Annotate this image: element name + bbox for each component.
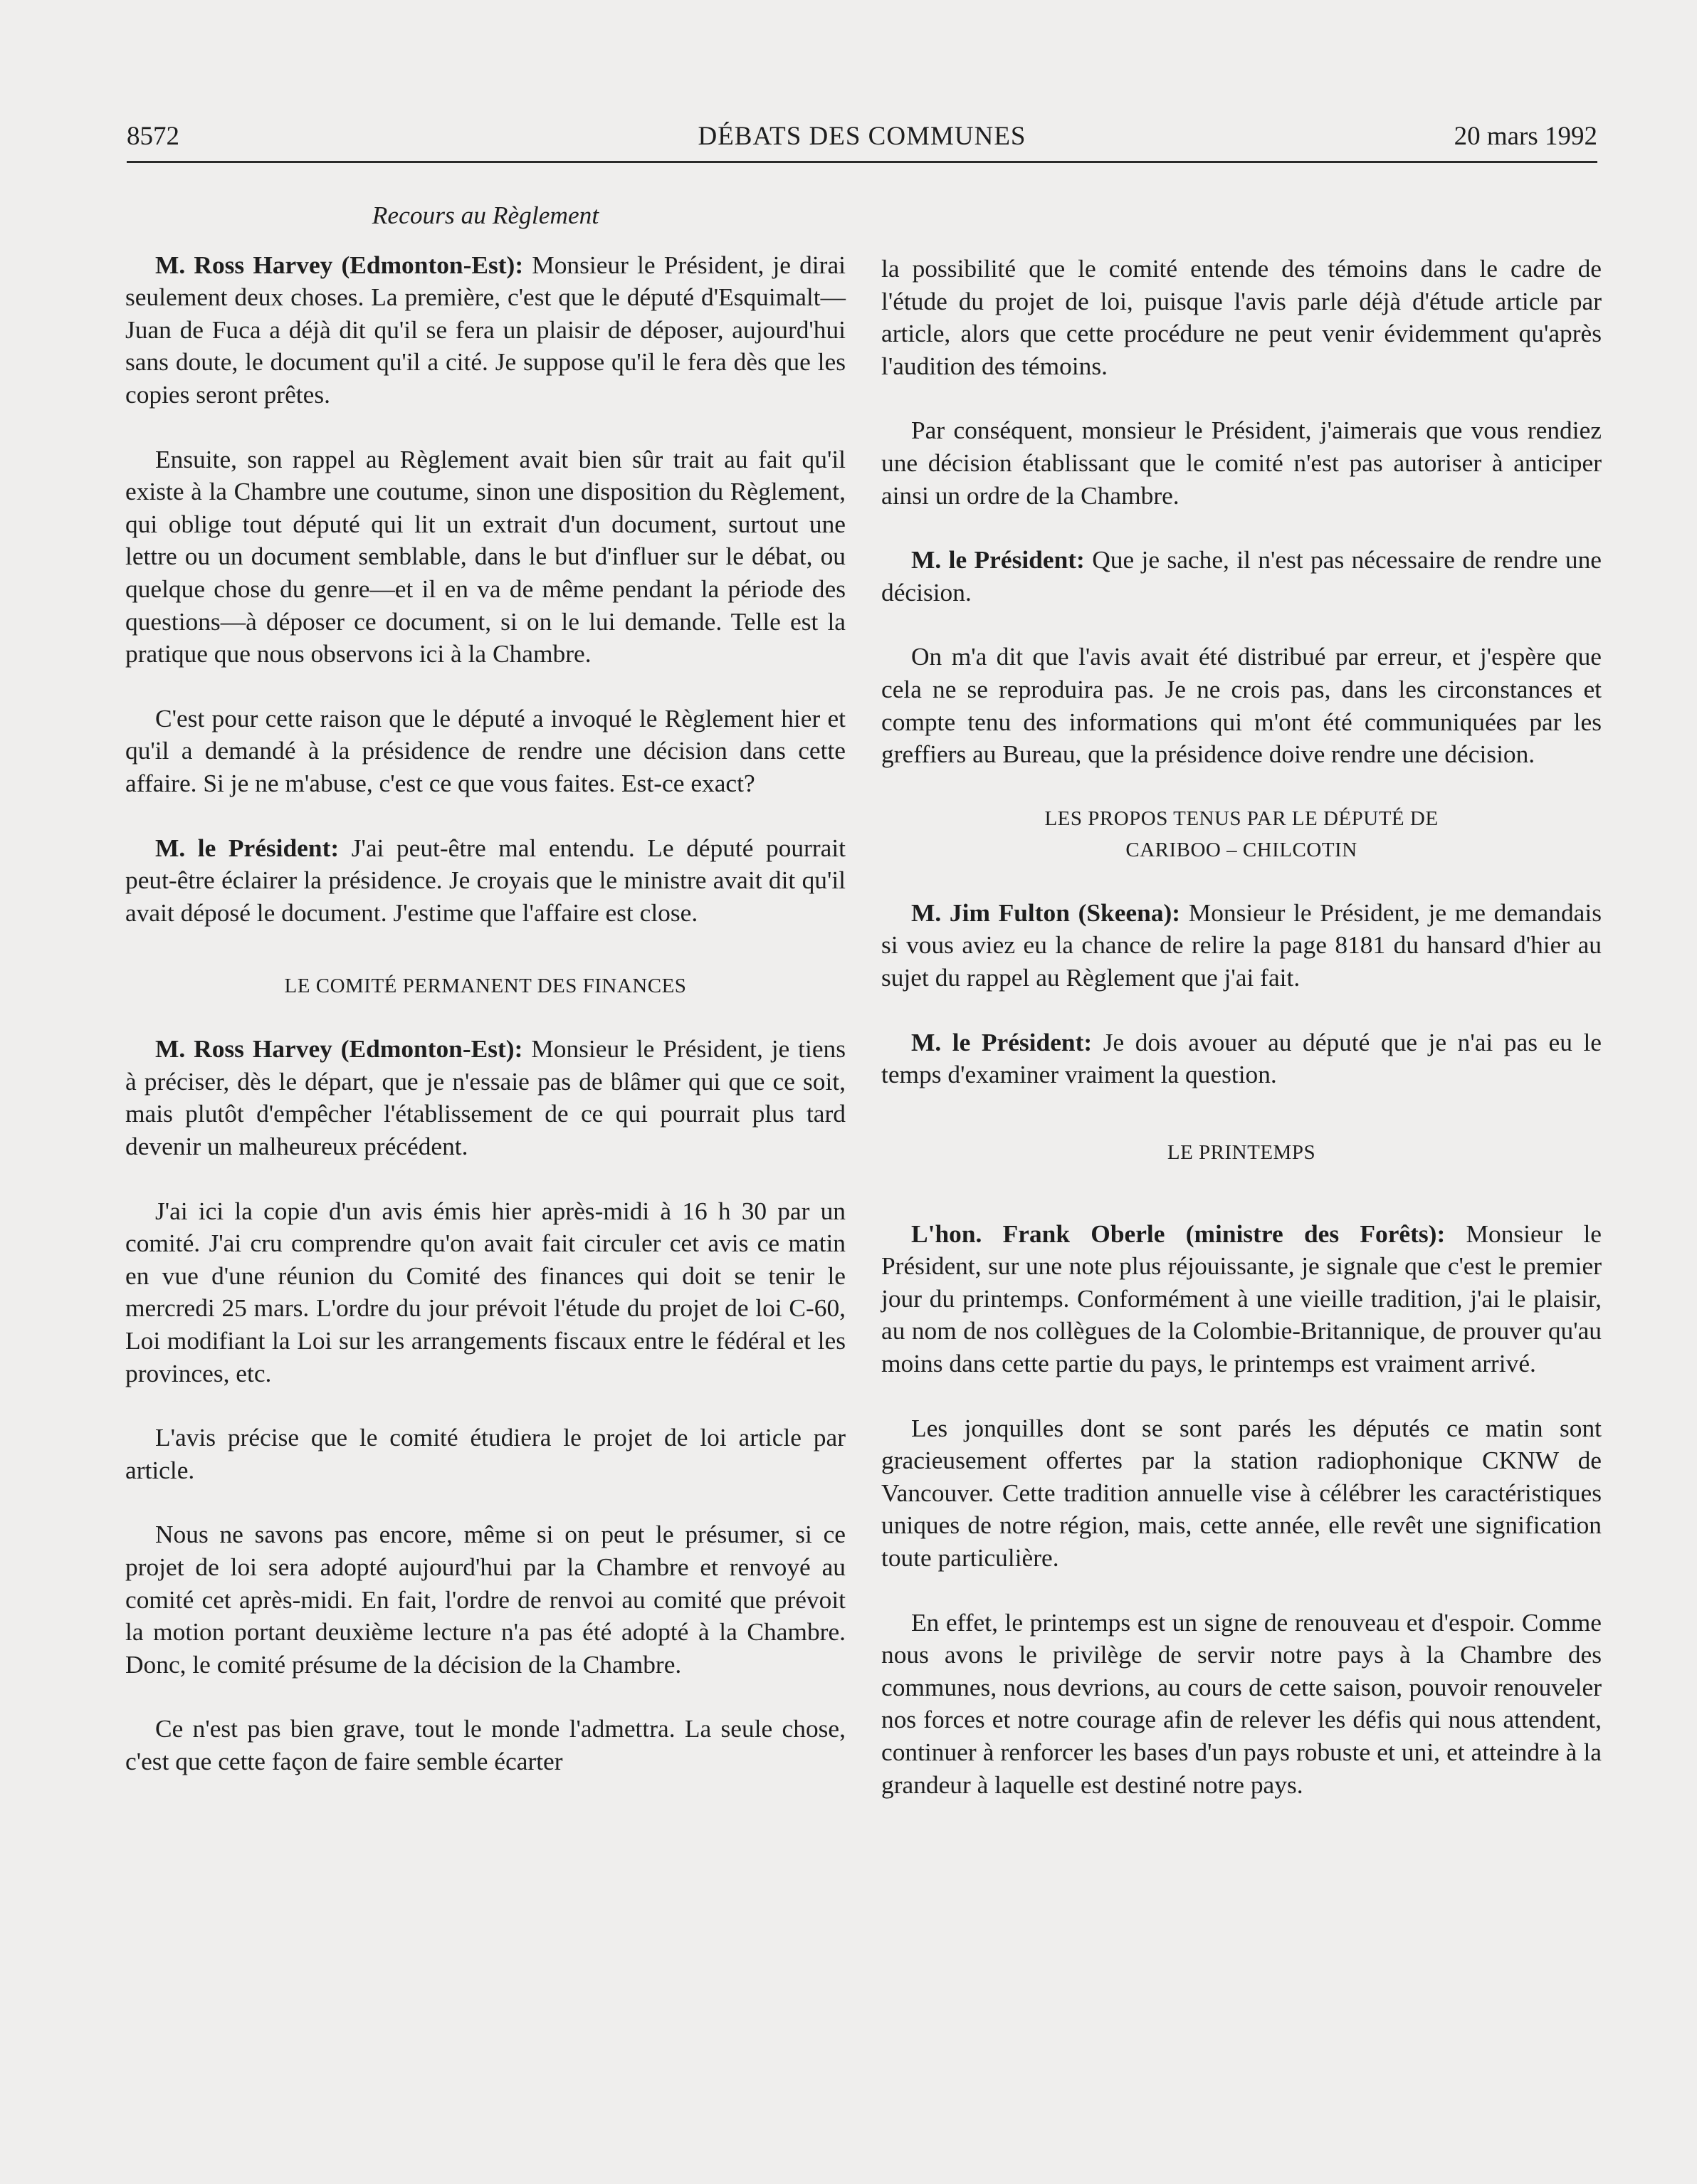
speaker-name: M. le Président: [155,833,340,862]
speech-text: Que je sache, il n'est pas nécessaire de rendre une décision. [881,545,1602,607]
paragraph: Les jonquilles dont se sont parés les députés ce matin sont gracieusement offertes par la station radiophonique CKNW de Vancouver. Cette tradition annuelle vise à célébrer les caractéristiques uniques de notre région, mais, cette année, elle revêt une signification toute particulière. [881,1413,1602,1573]
speech-text: Monsieur le Président, sur une note plus réjouissante, je signale que c'est le premier jour du printemps. Conformément à une vieille tradition, j'ai le plaisir, au nom de nos collègues de la Colombie-Britannique, de prouver qu'au moins dans cette partie du pays, le printemps est vraiment arrivé. [881,1219,1602,1378]
paragraph [881,1027,1602,1091]
subheading-recours: Recours au Règlement [372,201,599,229]
header-rule [127,161,1597,163]
speaker-name: M. le Président: [911,545,1085,574]
speech-text: Monsieur le Président, je me demandais si vous aviez eu la chance de relire la page 8181 du hansard d'hier au sujet du rappel au Règlement que j'ai fait. [881,898,1602,992]
paragraph [881,897,1602,994]
paragraph: Ensuite, son rappel au Règlement avait bien sûr trait au fait qu'il existe à la Chambre une coutume, sinon une disposition du Règlement, qui oblige tout député qui lit un extrait d'un document, surtout une lettre ou un document semblable, dans le but d'influer sur le débat, ou quelque chose du genre—et il en va de même pendant la période des questions—à déposer ce document, si on le lui demande. Telle est la pratique que nous observons ici à la Chambre. [125,444,846,668]
speaker-name: M. le Président: [911,1027,1093,1056]
speech-text: Monsieur le Président, je tiens à préciser, dès le départ, que je n'essaie pas de blâmer qui que ce soit, mais plutôt d'empêcher l'établissement de ce qui pourrait plus tard devenir un malheureux précédent. [125,1034,846,1161]
speaker-name: M. Jim Fulton (Skeena): [911,898,1181,927]
page-number: 8572 [127,122,179,151]
speech-text: J'ai peut-être mal entendu. Le député pourrait peut-être éclairer la présidence. Je croyais que le ministre avait dit qu'il avait déposé le document. J'estime que l'affaire est close. [125,833,846,927]
speaker-name: L'hon. Frank Oberle (ministre des Forêts): [911,1219,1446,1248]
paragraph: On m'a dit que l'avis avait été distribué par erreur, et j'espère que cela ne se reproduira pas. Je ne crois pas, dans les circonstances et compte tenu des informations qui m'ont été communiquées par les greffiers au Bureau, que la présidence doive rendre une décision. [881,642,1602,769]
right-column [881,253,1602,1833]
section-heading-cariboo [881,803,1602,866]
speech-text: Monsieur le Président, je dirai seulement deux choses. La première, c'est que le député d'Esquimalt—Juan de Fuca a déjà dit qu'il se fera un plaisir de déposer, aujourd'hui sans doute, le document qu'il a cité. Je suppose qu'il le fera dès que les copies seront prêtes. [125,250,846,409]
paragraph: Par conséquent, monsieur le Président, j'aimerais que vous rendiez une décision établissant que le comité n'est pas autoriser à anticiper ainsi un ordre de la Chambre. [881,416,1602,510]
paragraph: En effet, le printemps est un signe de renouveau et d'espoir. Comme nous avons le privilège de servir notre pays à la Chambre des communes, nous devrions, au cours de cette saison, pouvoir renouveler nos forces et notre courage afin de relever les défis qui nous attendent, continuer à renforcer les bases d'un pays robuste et uni, et atteindre à la grandeur à laquelle est destiné notre pays. [881,1607,1602,1799]
section-heading-finances: LE COMITÉ PERMANENT DES FINANCES [284,975,687,998]
paragraph: C'est pour cette raison que le député a invoqué le Règlement hier et qu'il a demandé à la présidence de rendre une décision dans cette affaire. Si je ne m'abuse, c'est ce que vous faites. Est-ce exact? [125,703,846,797]
paragraph [881,544,1602,609]
publication-title: DÉBATS DES COMMUNES [698,122,1026,151]
paragraph [125,832,846,930]
paragraph: Nous ne savons pas encore, même si on peut le présumer, si ce projet de loi sera adopté aujourd'hui par la Chambre et renvoyé au comité cet après-midi. En fait, l'ordre de renvoi au comité que prévoit la motion portant deuxième lecture n'a pas été adopté à la Chambre. Donc, le comité présume de la décision de la Chambre. [125,1520,846,1679]
paragraph [125,1033,846,1162]
paragraph [125,249,846,411]
left-column [125,192,846,1810]
speaker-name: M. Ross Harvey (Edmonton-Est): [155,250,524,279]
section-heading-printemps: LE PRINTEMPS [1167,1140,1316,1164]
section-heading-line: CARIBOO – CHILCOTIN [1125,838,1357,861]
section-heading-line: LES PROPOS TENUS PAR LE DÉPUTÉ DE [1044,807,1439,830]
speaker-name: M. Ross Harvey (Edmonton-Est): [155,1034,523,1064]
paragraph: la possibilité que le comité entende des témoins dans le cadre de l'étude du projet de loi, puisque l'avis parle déjà d'étude article par article, alors que cette procédure ne peut venir évidemment qu'après l'audition des témoins. [881,254,1602,380]
paragraph: J'ai ici la copie d'un avis émis hier après-midi à 16 h 30 par un comité. J'ai cru comprendre qu'on avait fait circuler cet avis ce matin en vue d'une réunion du Comité des finances qui doit se tenir le mercredi 25 mars. L'ordre du jour prévoit l'étude du projet de loi C-60, Loi modifiant la Loi sur les arrangements fiscaux entre le fédéral et les provinces, etc. [125,1196,846,1387]
page-header [127,121,1597,161]
speech-text: Je dois avouer au député que je n'ai pas eu le temps d'examiner vraiment la question. [881,1027,1602,1089]
paragraph: L'avis précise que le comité étudiera le projet de loi article par article. [125,1423,846,1484]
paragraph: Ce n'est pas bien grave, tout le monde l'admettra. La seule chose, c'est que cette façon de faire semble écarter [125,1714,846,1775]
publication-date: 20 mars 1992 [1454,122,1597,151]
paragraph [881,1218,1602,1380]
